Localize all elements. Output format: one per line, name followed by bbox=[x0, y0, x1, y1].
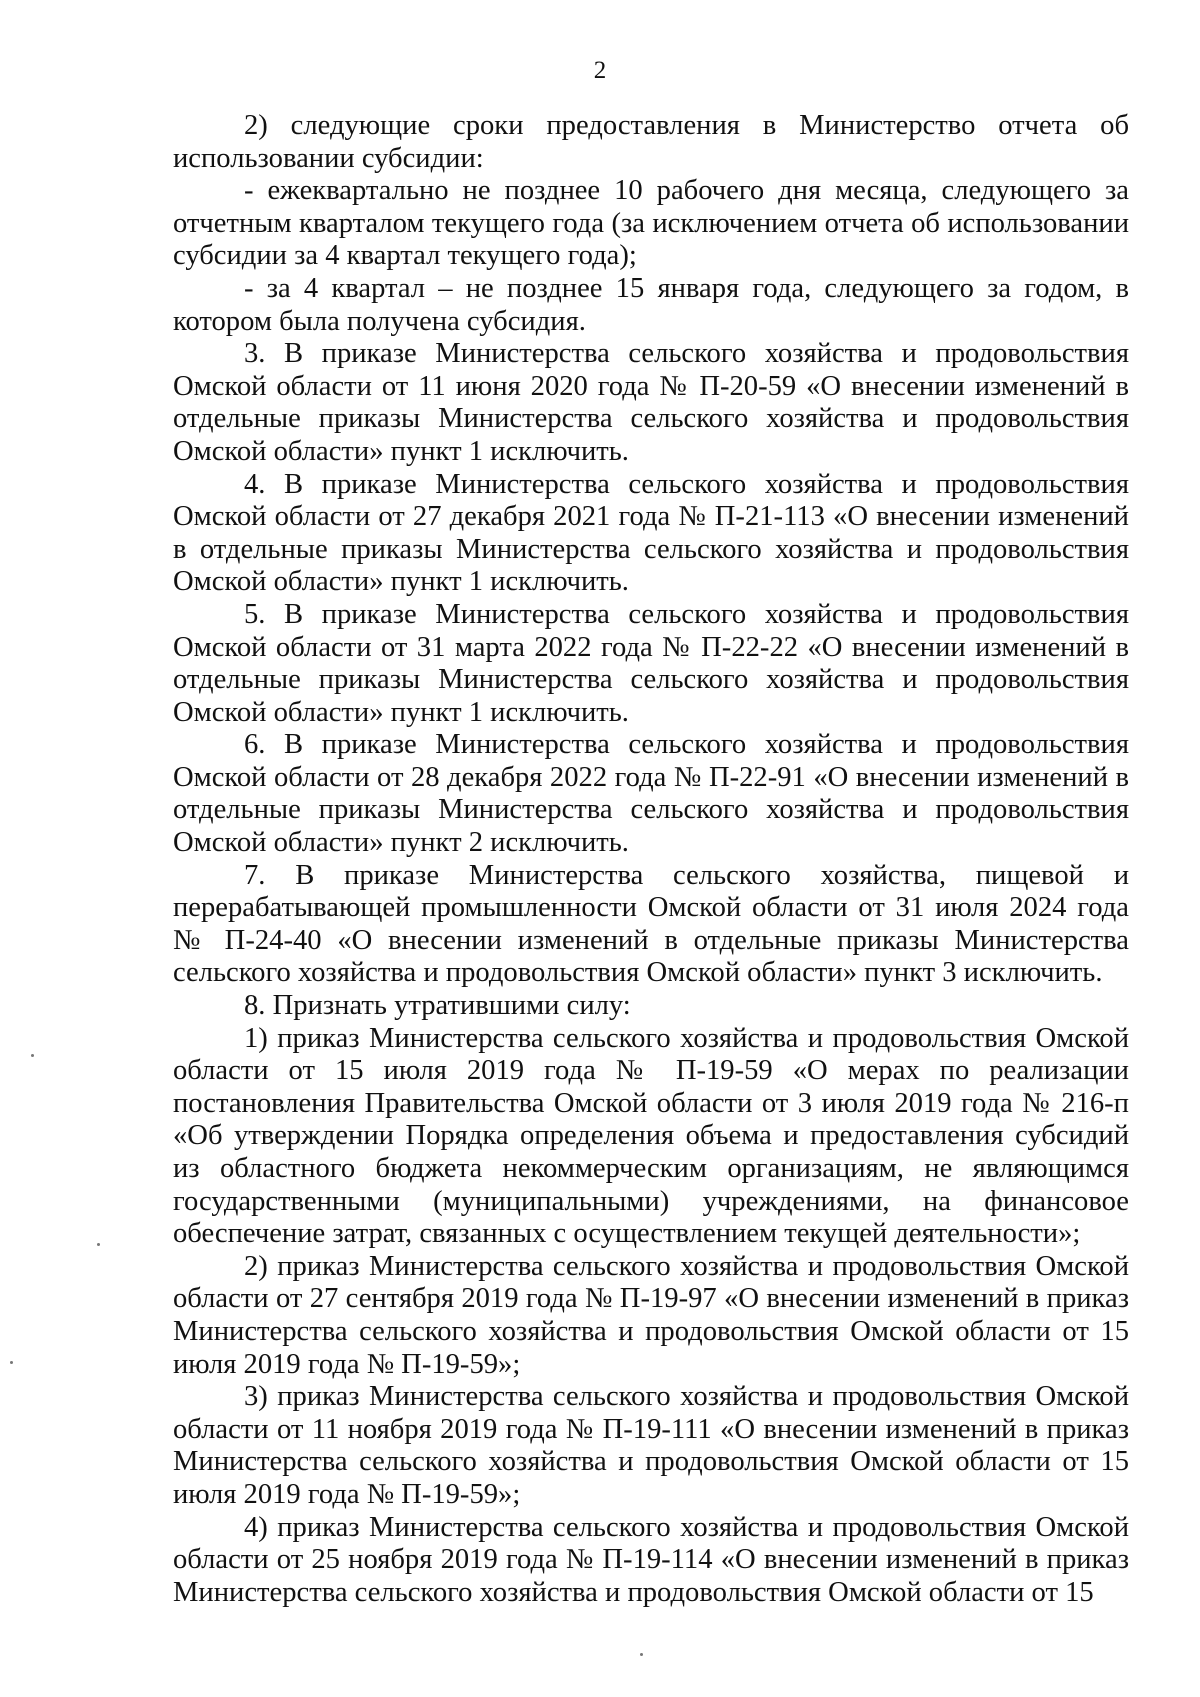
repealed-order-1: 1) приказ Министерства сельского хозяйства и продовольствия Омской области от 15 июля 2019 года № П-19-59 «О мерах по реализации постановления Правительства Омской области от 3 июля 2019 года № 216-п «Об утверждении Порядка определения объема и предоставления субсидий из областного бюджета некоммерческим организациям, не являющимся государственными (муниципальными) учреждениями, на финансовое обеспечение затрат, связанных с осуществлением текущей деятельности»; bbox=[173, 1022, 1129, 1250]
paragraph-6: 6. В приказе Министерства сельского хозяйства и продовольствия Омской области от 28 декабря 2022 года № П-22-91 «О внесении изменений в отдельные приказы Министерства сельского хозяйства и продовольствия Омской области» пункт 2 исключить. bbox=[173, 729, 1129, 859]
scan-speck bbox=[10, 1361, 13, 1364]
page-number: 2 bbox=[593, 57, 607, 84]
paragraph-8-heading: 8. Признать утратившими силу: bbox=[244, 990, 631, 1022]
scan-speck bbox=[640, 1653, 643, 1656]
paragraph-3: 3. В приказе Министерства сельского хозяйства и продовольствия Омской области от 11 июня 2020 года № П-20-59 «О внесении изменений в отдельные приказы Министерства сельского хозяйства и продовольствия Омской области» пункт 1 исключить. bbox=[173, 338, 1129, 467]
paragraph-7: 7. В приказе Министерства сельского хозяйства, пищевой и перерабатывающей промышленности Омской области от 31 июля 2024 года № П-24-40 «О внесении изменений в отдельные приказы Министерства сельского хозяйства и продовольствия Омской области» пункт 3 исключить. bbox=[173, 859, 1129, 989]
paragraph-5: 5. В приказе Министерства сельского хозяйства и продовольствия Омской области от 31 марта 2022 года № П-22-22 «О внесении изменений в отдельные приказы Министерства сельского хозяйства и продовольствия Омской области» пункт 1 исключить. bbox=[173, 598, 1129, 728]
paragraph-quarterly-term: - ежеквартально не позднее 10 рабочего дня месяца, следующего за отчетным кварталом текущего года (за исключением отчета об использовании субсидии за 4 квартал текущего года); bbox=[173, 175, 1129, 272]
paragraph-fourth-quarter-term: - за 4 квартал – не позднее 15 января года, следующего за годом, в котором была получена субсидия. bbox=[173, 272, 1129, 337]
repealed-order-4: 4) приказ Министерства сельского хозяйства и продовольствия Омской области от 25 ноября 2019 года № П-19-114 «О внесении изменений в приказ Министерства сельского хозяйства и продовольствия Омской области от 15 bbox=[173, 1511, 1129, 1608]
scan-speck bbox=[31, 1054, 34, 1057]
repealed-order-2: 2) приказ Министерства сельского хозяйства и продовольствия Омской области от 27 сентября 2019 года № П-19-97 «О внесении изменений в приказ Министерства сельского хозяйства и продовольствия Омской области от 15 июля 2019 года № П-19-59»; bbox=[173, 1250, 1129, 1380]
repealed-order-3: 3) приказ Министерства сельского хозяйства и продовольствия Омской области от 11 ноября 2019 года № П-19-111 «О внесении изменений в приказ Министерства сельского хозяйства и продовольствия Омской области от 15 июля 2019 года № П-19-59»; bbox=[173, 1381, 1129, 1510]
paragraph-4: 4. В приказе Министерства сельского хозяйства и продовольствия Омской области от 27 декабря 2021 года № П-21-113 «О внесении изменений в отдельные приказы Министерства сельского хозяйства и продовольствия Омской области» пункт 1 исключить. bbox=[173, 468, 1129, 598]
paragraph-item-2-reporting-terms: 2) следующие сроки предоставления в Министерство отчета об использовании субсидии: bbox=[173, 110, 1129, 174]
document-body bbox=[173, 110, 1129, 1609]
scan-speck bbox=[97, 1243, 100, 1246]
